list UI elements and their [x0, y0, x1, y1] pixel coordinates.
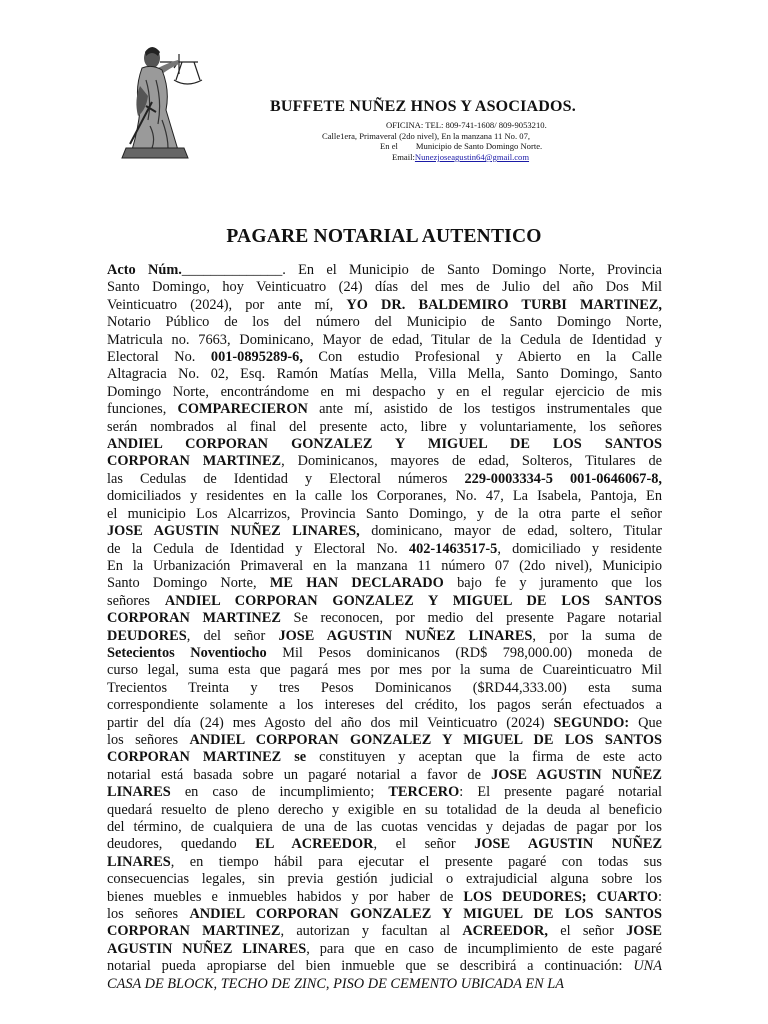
body-text-run: notarial pueda apropiarse del bien inmueble que se describirá a continuación:	[107, 958, 634, 975]
scales-of-justice-statue-icon	[112, 40, 204, 162]
body-text-run: JOSE	[626, 923, 662, 940]
body-line	[107, 349, 662, 366]
body-text-run: notarial está basada sobre un pagaré notarial a favor de	[107, 766, 492, 783]
body-text-run: LINARES	[107, 853, 171, 870]
body-text-run: serán nombrados al final del presente acto, libre y voluntariamente, los señores	[107, 418, 662, 435]
body-text-run: los señores	[107, 906, 190, 923]
body-text-run: LOS DEUDORES; CUARTO	[463, 888, 658, 905]
body-text-run: YO DR. BALDEMIRO TURBI MARTINEZ,	[346, 296, 662, 313]
office-phone-line: OFICINA: TEL: 809-741-1608/ 809-9053210.	[386, 120, 547, 130]
body-text-run: DEUDORES	[107, 627, 187, 644]
body-line	[107, 662, 662, 679]
body-line	[107, 314, 662, 331]
body-text-run: Santo Domingo, hoy Veinticuatro (24) días del mes de Julio del año Dos Mil	[107, 279, 662, 296]
email-link[interactable]: Nunezjoseagustin64@gmail.com	[414, 152, 530, 162]
body-text-run: SEGUNDO:	[553, 714, 630, 731]
body-text-run: , del señor	[186, 627, 279, 644]
body-text-run: AGUSTIN NUÑEZ LINARES	[107, 940, 307, 957]
body-line	[107, 802, 662, 819]
body-text-run: 402-1463517-5	[408, 540, 498, 557]
body-text-run: , el señor	[373, 836, 475, 853]
body-line	[107, 262, 662, 279]
body-line	[107, 819, 662, 836]
body-line	[107, 889, 662, 906]
body-text-run: Matricula no. 7663, Dominicano, Mayor de edad, Titular de la Cedula de Identidad y	[107, 331, 662, 348]
body-text-run: quedará resuelto de pleno derecho y exigible en su totalidad de la deuda al beneficio	[107, 801, 662, 818]
body-line	[107, 332, 662, 349]
body-text-run: , en tiempo hábil para ejecutar el presente pagaré con todas sus	[170, 853, 662, 870]
body-text-run: ACREEDOR,	[462, 923, 548, 940]
address-line: Calle1era, Primaveral (2do nivel), En la manzana 11 No. 07,	[322, 131, 531, 141]
body-text-run: LINARES	[107, 784, 171, 801]
body-text-run: CORPORAN MARTINEZ	[107, 610, 281, 627]
body-text-run: deudores, quedando	[107, 836, 256, 853]
body-text-run: Altagracia No. 02, Esq. Ramón Matías Mella, Villa Mella, Santo Domingo, Santo	[107, 366, 662, 383]
body-text-run: consecuencias legales, sin previa gestión judicial o extrajudicial alguna sobre los	[107, 871, 662, 888]
body-text-run: Trecientos Treinta y tres Pesos Dominicanos ($RD44,333.00) esta suma	[107, 679, 662, 696]
body-text-run: domiciliados y residentes en la calle los Corporanes, No. 47, La Isabela, Pantoja, En	[107, 488, 662, 505]
body-text-run: JOSE AGUSTIN NUÑEZ LINARES	[278, 627, 533, 644]
body-text-run: ANDIEL CORPORAN GONZALEZ Y MIGUEL DE LOS SANTOS	[189, 731, 662, 748]
body-text-run: del término, de cualquiera de una de las cuotas vencidas y dejadas de pagar por los	[107, 819, 662, 835]
body-line	[107, 575, 662, 592]
body-text-run: JOSE AGUSTIN NUÑEZ	[474, 836, 663, 853]
body-line	[107, 697, 662, 714]
email-label: Email:	[392, 152, 415, 162]
body-text-run: el municipio Los Alcarrizos, Provincia Santo Domingo, y de la otra parte el señor	[107, 505, 662, 522]
firm-name: BUFFETE NUÑEZ HNOS Y ASOCIADOS.	[270, 98, 576, 115]
body-text-run: CORPORAN MARTINEZ	[107, 453, 282, 470]
body-text-run: constituyen y aceptan que la firma de este acto	[306, 749, 662, 766]
body-line	[107, 436, 662, 453]
body-text-run: Mil Pesos dominicanos (RD$ 798,000.00) moneda de	[266, 644, 662, 661]
body-line	[107, 384, 662, 401]
body-text-run: ME HAN DECLARADO	[269, 575, 444, 592]
body-line	[107, 784, 662, 801]
body-line	[107, 506, 662, 523]
body-text-run: ante mí, asistido de los testigos instrumentales que	[307, 401, 662, 418]
body-text-run: , Dominicanos, mayores de edad, Solteros, Titulares de	[281, 453, 662, 470]
body-line	[107, 923, 662, 940]
body-text-run: correspondiente solamente a los intereses del crédito, los pagos serán efectuados a	[107, 697, 662, 714]
body-text-run: , autorizan y facultan al	[280, 923, 463, 940]
body-text-run: UNA	[633, 958, 662, 975]
body-line	[107, 523, 662, 540]
body-line	[107, 279, 662, 296]
body-line	[107, 715, 662, 732]
body-text-run: ANDIEL CORPORAN GONZALEZ Y MIGUEL DE LOS SANTOS	[164, 592, 663, 609]
body-line	[107, 419, 662, 436]
body-line	[107, 836, 662, 853]
body-text-run: ______________. En el Municipio de Santo Domingo Norte, Provincia	[181, 262, 662, 278]
body-line	[107, 471, 662, 488]
body-text-run: Setecientos Noventiocho	[107, 644, 267, 661]
body-text-run: bienes muebles e inmuebles habidos y por haber de	[107, 888, 464, 905]
document-title: PAGARE NOTARIAL AUTENTICO	[226, 226, 542, 247]
body-text-run: partir del día (24) mes Agosto del año dos mil Veinticuatro (2024)	[107, 714, 554, 731]
body-text-run: : El presente pagaré notarial	[459, 784, 662, 801]
body-text-run: las Cedulas de Identidad y Electoral números	[107, 470, 465, 487]
body-text-run: señores	[107, 592, 165, 609]
body-text-run: Notario Público de los del número del Municipio de Santo Domingo Norte,	[107, 314, 662, 331]
body-text-run: Veinticuatro (2024), por ante mí,	[107, 296, 347, 313]
body-line	[107, 628, 662, 645]
body-text-run: funciones,	[107, 401, 178, 418]
body-text-run: curso legal, suma esta que pagará mes por mes por la suma de Cuareinticuatro Mil	[107, 662, 662, 679]
body-text-run: bajo fe y juramento que los	[443, 575, 662, 592]
document-body	[107, 262, 662, 993]
body-line	[107, 680, 662, 697]
body-text-run: Acto Núm.	[107, 262, 182, 278]
body-text-run: Con estudio Profesional y Abierto en la Calle	[302, 349, 662, 366]
municipality-line	[380, 141, 542, 151]
body-line	[107, 593, 662, 610]
body-text-run: 229-0003334-5 001-0646067-8,	[464, 470, 662, 487]
municipality-prefix: En el	[380, 141, 398, 151]
body-text-run: dominicano, mayor de edad, soltero, Titular	[359, 523, 662, 540]
body-line	[107, 488, 662, 505]
body-line	[107, 749, 662, 766]
body-line	[107, 453, 662, 470]
body-text-run: TERCERO	[388, 784, 460, 801]
body-text-run: ANDIEL CORPORAN GONZALEZ Y MIGUEL DE LOS SANTOS	[107, 436, 662, 453]
body-text-run: Se reconocen, por medio del presente Pagare notarial	[280, 610, 662, 627]
body-line	[107, 558, 662, 575]
body-text-run: ANDIEL CORPORAN GONZALEZ Y MIGUEL DE LOS SANTOS	[189, 906, 662, 923]
body-text-run: COMPARECIERON	[177, 401, 308, 418]
body-text-run: Santo Domingo Norte,	[107, 575, 270, 592]
municipality-name: Municipio de Santo Domingo Norte.	[415, 141, 543, 151]
body-line	[107, 297, 662, 314]
body-text-run: JOSE AGUSTIN NUÑEZ	[491, 766, 662, 783]
body-text-run: , para que en caso de incumplimiento de este pagaré	[306, 940, 662, 957]
body-line	[107, 906, 662, 923]
body-text-run: los señores	[107, 731, 190, 748]
body-line	[107, 732, 662, 749]
body-text-run: :	[658, 888, 662, 905]
body-line	[107, 401, 662, 418]
body-line	[107, 958, 662, 975]
body-text-run: EL ACREEDOR	[255, 836, 374, 853]
body-line	[107, 767, 662, 784]
body-text-run: En la Urbanización Primaveral en la manzana 11 número 07 (2do nivel), Municipio	[107, 557, 662, 574]
body-line	[107, 645, 662, 662]
body-text-run: de la Cedula de Identidad y Electoral No.	[107, 540, 409, 557]
body-text-run: Que	[629, 714, 662, 731]
body-line	[107, 541, 662, 558]
body-text-run: 001-0895289-6,	[210, 349, 303, 366]
body-text-run: Electoral No.	[107, 349, 211, 366]
email-line	[392, 152, 529, 162]
body-text-run: en caso de incumplimiento;	[170, 784, 389, 801]
body-text-run: , domiciliado y residente	[497, 540, 662, 557]
body-line	[107, 871, 662, 888]
body-text-run: Domingo Norte, encontrándome en mi despacho y en el regular ejercicio de mis	[107, 383, 662, 400]
body-text-run: CORPORAN MARTINEZ se	[107, 749, 307, 766]
body-text-run: CORPORAN MARTINEZ	[107, 923, 281, 940]
body-line	[107, 854, 662, 871]
body-line	[107, 366, 662, 383]
body-line	[107, 976, 662, 993]
body-text-run: , por la suma de	[532, 627, 663, 644]
body-text-run: CASA DE BLOCK, TECHO DE ZINC, PISO DE CEMENTO UBICADA EN LA	[107, 975, 565, 992]
body-line	[107, 610, 662, 627]
body-line	[107, 941, 662, 958]
body-text-run: JOSE AGUSTIN NUÑEZ LINARES,	[107, 523, 360, 540]
body-text-run: el señor	[548, 923, 627, 940]
